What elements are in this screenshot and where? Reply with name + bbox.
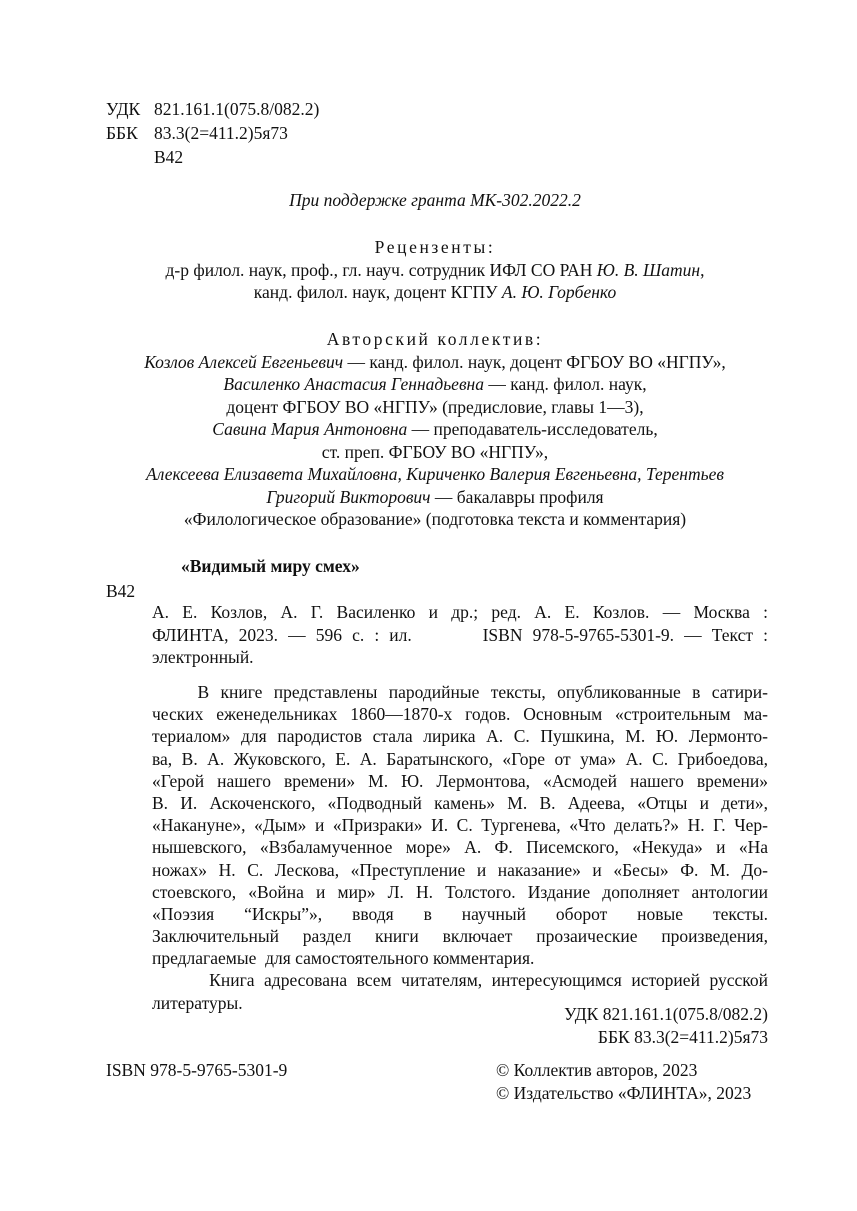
book-title: «Видимый миру смех» — [181, 556, 360, 576]
bibliographic-description — [152, 601, 768, 669]
annotation-line: стоевского, «Война и мир» Л. Н. Толстого. Издание дополняет антологии — [152, 881, 768, 902]
udk-label: УДК — [106, 99, 141, 119]
annotation-line: Заключительный раздел книги включает прозаические произведения, — [152, 926, 768, 947]
bbk-value: 83.3(2=411.2)5я73 — [154, 123, 288, 143]
grant-text: При поддержке гранта МК-302.2022.2 — [289, 190, 581, 210]
bottom-codes — [564, 1003, 768, 1049]
author-line-1 — [100, 351, 770, 374]
author-line-8: «Филологическое образование» (подготовка текста и комментария) — [183, 509, 687, 529]
authors-block — [100, 328, 770, 531]
reviewer-2-name: А. Ю. Горбенко — [501, 282, 617, 302]
reviewers-heading: Рецензенты: — [374, 237, 496, 257]
bottom-udk: УДК 821.161.1(075.8/082.2) — [564, 1004, 768, 1024]
annotation-line: ческих еженедельниках 1860—1870-х годов. Основным «строительным ма- — [152, 704, 768, 725]
annotation-line: нышевского, «Взбаламученное море» А. Ф. Писемского, «Некуда» и «На — [152, 837, 768, 858]
annotation-line: «Герой нашего времени» М. Ю. Лермонтова, «Асмодей нашего времени» — [152, 770, 768, 791]
annotation-line: литературы. — [152, 992, 243, 1013]
copyright-authors: © Коллектив авторов, 2023 — [496, 1060, 698, 1080]
copyright-block — [496, 1059, 751, 1105]
classification-codes — [106, 98, 319, 170]
author-role: — канд. филол. наук, — [483, 374, 647, 394]
annotation-line: «Накануне», «Дым» и «Призраки» И. С. Тургенева, «Что делать?» Н. Г. Чер- — [152, 815, 768, 836]
udk-row — [106, 98, 319, 122]
bottom-bbk: ББК 83.3(2=411.2)5я73 — [597, 1027, 768, 1047]
author-line-4 — [100, 418, 770, 441]
author-name-vasilenko: Василенко Анастасия Геннадьевна — [223, 374, 484, 394]
classification-mark: В42 — [106, 581, 136, 601]
reviewer-line-1 — [100, 259, 770, 282]
authors-heading: Авторский коллектив: — [326, 329, 544, 349]
annotation — [152, 681, 768, 1014]
bbk-row — [106, 122, 319, 146]
annotation-line: В. И. Аскоченского, «Подводный камень» М. В. Адеева, «Отцы и дети», — [152, 792, 768, 813]
reviewers-block — [100, 236, 770, 304]
biblio-line: ФЛИНТА, 2023. — 596 с. : ил. ISBN 978-5-9765-5301-9. — Текст : — [152, 624, 768, 645]
annotation-line: Книга адресована всем читателям, интересующимся историей русской — [152, 970, 768, 991]
author-role: — бакалавры профиля — [430, 486, 604, 507]
annotation-line: ножах» Н. С. Лескова, «Преступление и наказание» и «Бесы» Ф. М. До- — [152, 859, 768, 880]
annotation-line: В книге представлены пародийные тексты, опубликованные в сатири- — [152, 682, 768, 702]
reviewer-1-credentials: д-р филол. наук, проф., гл. науч. сотрудник ИФЛ СО РАН — [165, 259, 593, 280]
author-name-kozlov: Козлов Алексей Евгеньевич — [144, 351, 344, 372]
annotation-line: териалом» для пародистов стала лирика А. С. Пушкина, М. Ю. Лермонто- — [152, 726, 768, 747]
annotation-line: ва, В. А. Жуковского, Е. А. Баратынского, «Горе от ума» А. С. Грибоедова, — [152, 748, 768, 769]
reviewer-1-name: Ю. В. Шатин — [596, 259, 701, 280]
grant-note — [100, 189, 770, 212]
reviewer-line-2 — [100, 281, 770, 304]
author-role: — преподаватель-исследователь, — [407, 419, 658, 439]
bbk-label: ББК — [106, 123, 138, 143]
author-line-6 — [100, 463, 770, 486]
reviewer-2-credentials: канд. филол. наук, доцент КГПУ — [253, 282, 498, 302]
author-mark: В42 — [154, 147, 184, 167]
author-name-savina: Савина Мария Антоновна — [212, 419, 408, 439]
author-line-2 — [100, 373, 770, 396]
biblio-line: электронный. — [152, 647, 254, 667]
author-mark-row — [106, 146, 319, 170]
annotation-line: «Поэзия “Искры”», вводя в научный оборот новые тексты. — [152, 903, 768, 924]
isbn: ISBN 978-5-9765-5301-9 — [106, 1060, 288, 1080]
author-line-7 — [100, 486, 770, 509]
biblio-line: А. Е. Козлов, А. Г. Василенко и др.; ред. А. Е. Козлов. — Москва : — [152, 602, 768, 622]
author-name-terentiev: Григорий Викторович — [266, 486, 431, 507]
author-line-3: доцент ФГБОУ ВО «НГПУ» (предисловие, главы 1—3), — [226, 396, 644, 417]
author-line-5: ст. преп. ФГБОУ ВО «НГПУ», — [321, 441, 549, 462]
author-names-students: Алексеева Елизавета Михайловна, Кириченко Валерия Евгеньевна, Терентьев — [146, 464, 724, 484]
reviewer-1-punct: , — [700, 259, 705, 280]
author-role: — канд. филол. наук, доцент ФГБОУ ВО «НГПУ», — [343, 351, 726, 372]
annotation-line: предлагаемые для самостоятельного комментария. — [152, 948, 535, 969]
copyright-publisher: © Издательство «ФЛИНТА», 2023 — [496, 1083, 752, 1103]
udk-value: 821.161.1(075.8/082.2) — [154, 99, 320, 119]
